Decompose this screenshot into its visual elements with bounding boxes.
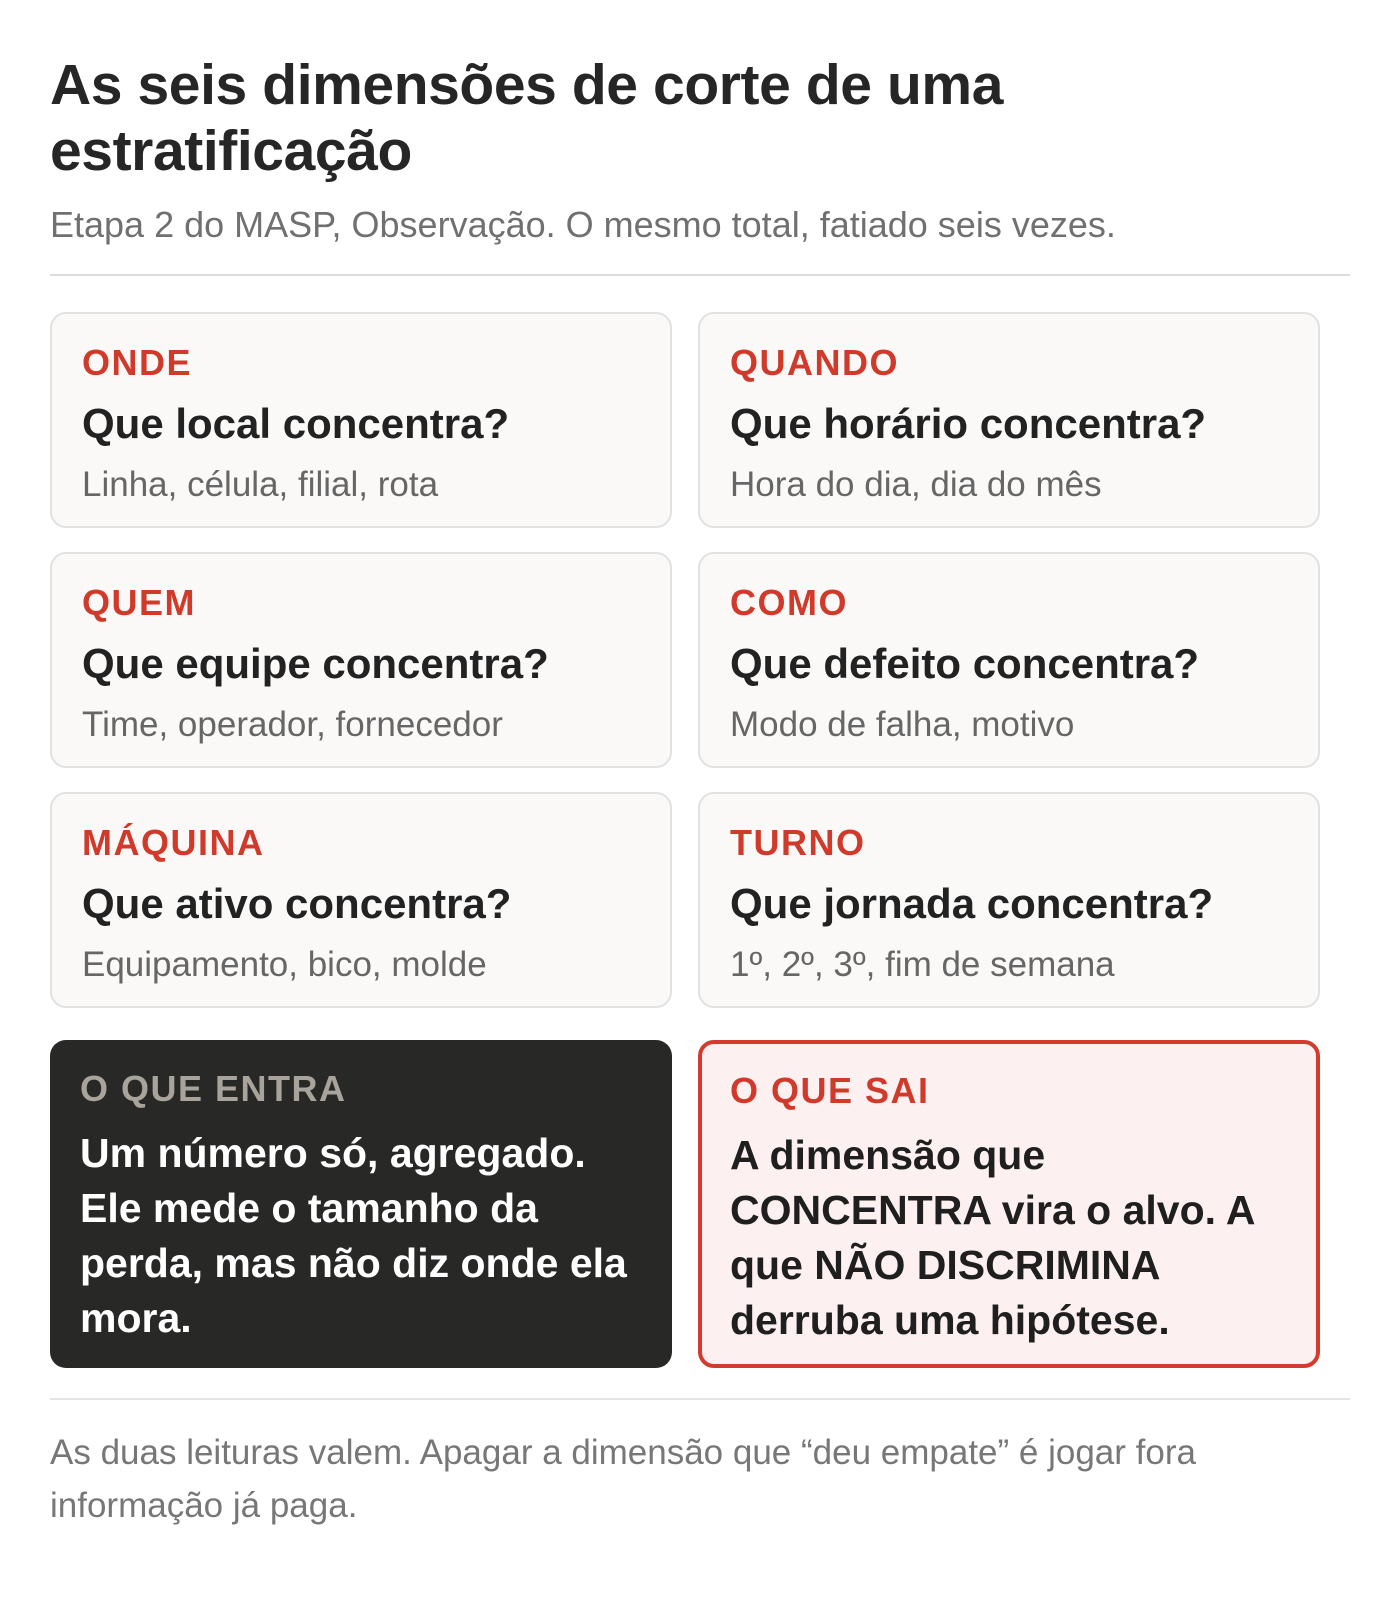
dimension-card-quem [50, 552, 672, 768]
dimension-label: QUANDO [730, 342, 899, 383]
dimension-label: COMO [730, 582, 848, 623]
dimension-label: MÁQUINA [82, 822, 265, 863]
input-box [50, 1040, 672, 1368]
dimension-card-turno [698, 792, 1320, 1008]
dimension-examples: Hora do dia, dia do mês [730, 465, 1102, 504]
dimension-question: Que ativo concentra? [82, 880, 512, 927]
page-subtitle: Etapa 2 do MASP, Observação. O mesmo total, fatiado seis vezes. [50, 204, 1116, 245]
dimension-examples: Modo de falha, motivo [730, 705, 1075, 744]
dimension-card-como [698, 552, 1320, 768]
input-box-label: O QUE ENTRA [80, 1068, 347, 1109]
dimension-card-onde [50, 312, 672, 528]
dimension-examples: 1º, 2º, 3º, fim de semana [730, 945, 1115, 984]
dimension-examples: Time, operador, fornecedor [82, 705, 503, 744]
page-title: As seis dimensões de corte de uma estratificação [50, 53, 1004, 183]
output-box-label: O QUE SAI [730, 1070, 930, 1111]
dimension-card-quando [698, 312, 1320, 528]
dimension-question: Que jornada concentra? [730, 880, 1214, 927]
dimension-label: ONDE [82, 342, 193, 383]
dimension-question: Que local concentra? [82, 400, 510, 447]
top-divider [50, 274, 1350, 276]
dimension-label: QUEM [82, 582, 196, 623]
bottom-divider [50, 1398, 1350, 1400]
dimension-examples: Linha, célula, filial, rota [82, 465, 439, 504]
dimension-card-maquina [50, 792, 672, 1008]
dimension-question: Que defeito concentra? [730, 640, 1200, 687]
output-box [698, 1040, 1320, 1368]
output-box-body: A dimensão que CONCENTRA vira o alvo. A que NÃO DISCRIMINA derruba uma hipótese. [730, 1132, 1254, 1343]
footnote: As duas leituras valem. Apagar a dimensão que “deu empate” é jogar fora informação já paga. [50, 1433, 1196, 1525]
dimension-label: TURNO [730, 822, 866, 863]
dimension-examples: Equipamento, bico, molde [82, 945, 487, 984]
dimensions-grid [50, 312, 1350, 1008]
dimension-question: Que equipe concentra? [82, 640, 549, 687]
input-box-body: Um número só, agregado. Ele mede o tamanho da perda, mas não diz onde ela mora. [80, 1130, 627, 1341]
input-output-row [50, 1040, 1350, 1368]
dimension-question: Que horário concentra? [730, 400, 1207, 447]
